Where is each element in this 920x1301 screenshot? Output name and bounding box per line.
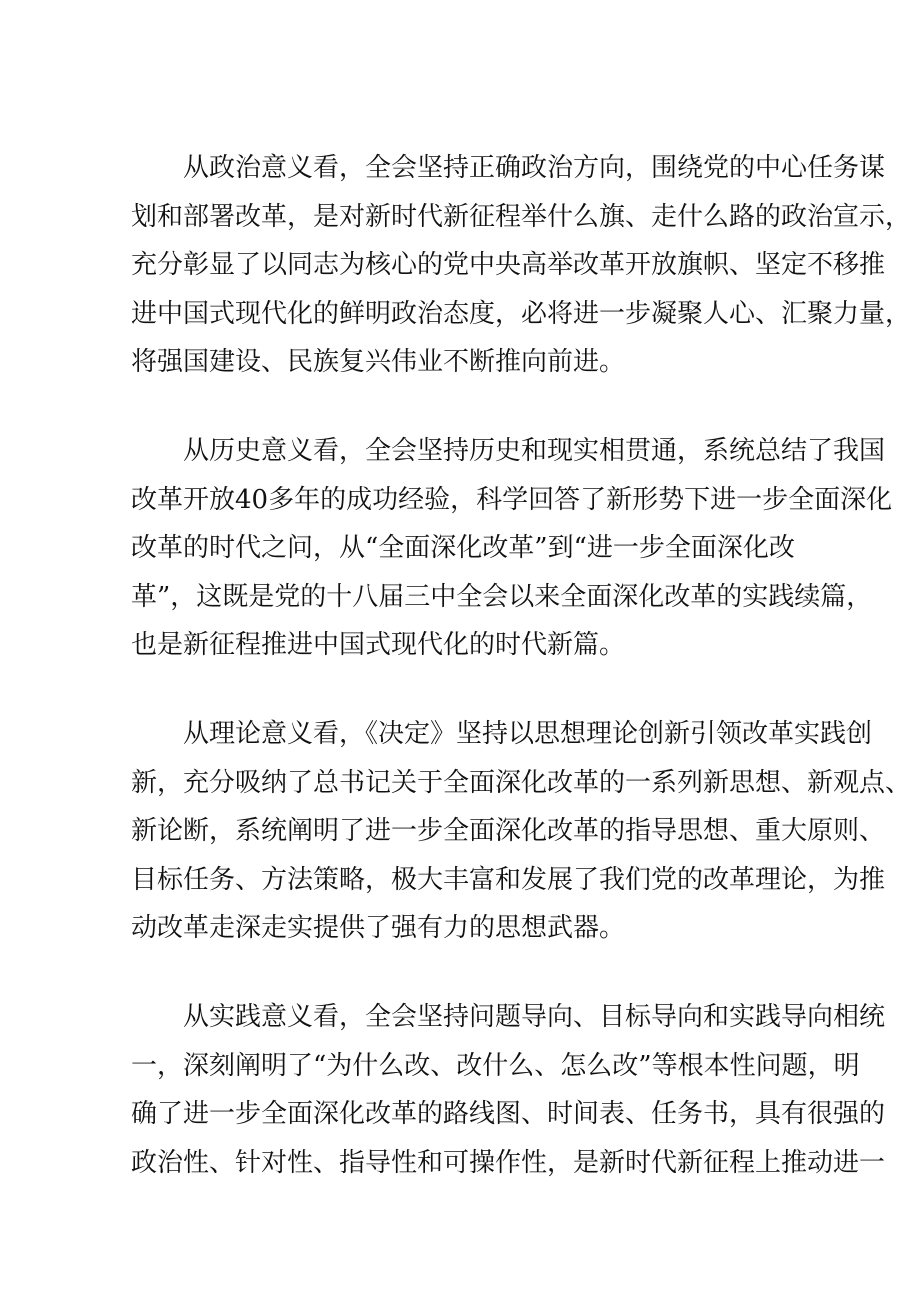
paragraph-historical-significance	[131, 427, 893, 670]
paragraph-practical-significance	[131, 993, 886, 1187]
paragraph-line: 改革的时代之问，从“全面深化改革”到“进一步全面深化改	[131, 533, 795, 564]
paragraph-line: 也是新征程推进中国式现代化的时代新篇。	[131, 630, 626, 661]
paragraph-line: 充分彰显了以同志为核心的党中央高举改革开放旗帜、坚定不移推	[131, 250, 886, 281]
paragraph-theoretical-significance	[131, 710, 912, 953]
paragraph-line: 从理论意义看，《决定》坚持以思想理论创新引领改革实践创	[183, 719, 873, 749]
paragraph-line: 划和部署改革，是对新时代新征程举什么旗、走什么路的政治宣示，	[131, 201, 912, 232]
paragraph-political-significance	[131, 144, 912, 387]
paragraph-line: 从历史意义看，全会坚持历史和现实相贯通，系统总结了我国	[183, 436, 886, 466]
paragraph-line: 确了进一步全面深化改革的路线图、时间表、任务书，具有很强的	[131, 1099, 886, 1130]
paragraph-line: 新，充分吸纳了总书记关于全面深化改革的一系列新思想、新观点、	[131, 767, 912, 798]
paragraph-line: 从实践意义看，全会坚持问题导向、目标导向和实践导向相统	[183, 1002, 886, 1032]
paragraph-line: 进中国式现代化的鲜明政治态度，必将进一步凝聚人心、汇聚力量，	[131, 298, 912, 329]
paragraph-line: 革”，这既是党的十八届三中全会以来全面深化改革的实践续篇，	[131, 581, 873, 612]
paragraph-line: 新论断，系统阐明了进一步全面深化改革的指导思想、重大原则、	[131, 816, 886, 847]
paragraph-line: 改革开放40多年的成功经验，科学回答了新形势下进一步全面深化	[131, 484, 893, 515]
paragraph-line: 目标任务、方法策略，极大丰富和发展了我们党的改革理论，为推	[131, 864, 886, 895]
paragraph-line: 从政治意义看，全会坚持正确政治方向，围绕党的中心任务谋	[183, 153, 886, 183]
paragraph-line: 动改革走深走实提供了强有力的思想武器。	[131, 913, 626, 944]
paragraph-line: 一，深刻阐明了“为什么改、改什么、怎么改”等根本性问题，明	[131, 1050, 860, 1081]
paragraph-line: 政治性、针对性、指导性和可操作性，是新时代新征程上推动进一	[131, 1147, 886, 1178]
paragraph-line: 将强国建设、民族复兴伟业不断推向前进。	[131, 347, 626, 378]
